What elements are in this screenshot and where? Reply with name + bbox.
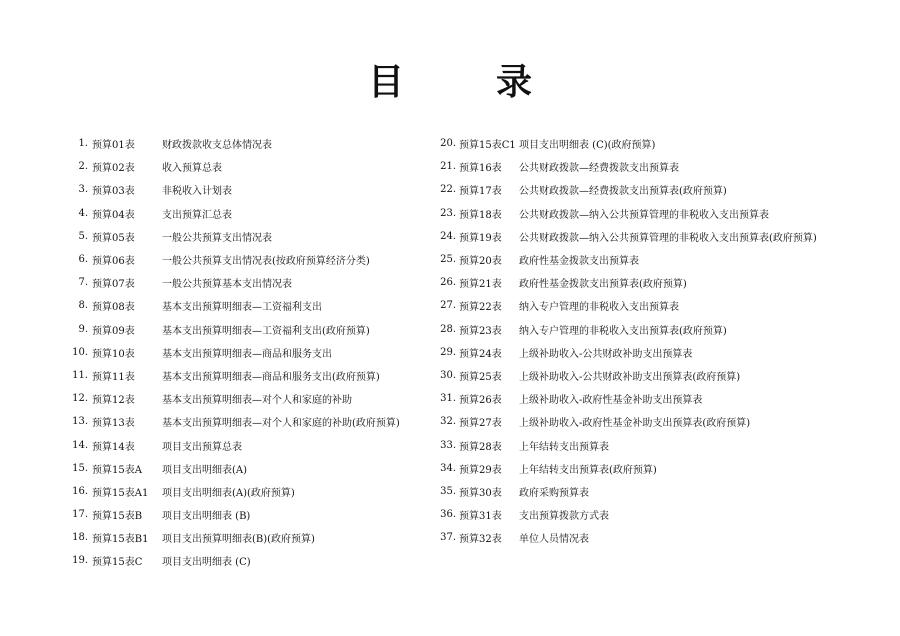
- toc-entry: [422, 480, 817, 503]
- toc-entry: [422, 526, 817, 549]
- toc-entry-number: 24.: [440, 230, 456, 242]
- toc-entry: [62, 503, 400, 526]
- toc-entry-code: 预算15表C: [92, 557, 143, 569]
- toc-entry-description: 上级补助收入-政府性基金补助支出预算表(政府预算): [519, 418, 751, 430]
- toc-entry: [62, 318, 400, 341]
- toc-entry-description: 基本支出预算明细表—工资福利支出(政府预算): [162, 325, 370, 337]
- toc-entry-code: 预算15表C1: [459, 140, 516, 152]
- toc-entry: [422, 271, 817, 294]
- toc-entry: [62, 387, 400, 410]
- toc-entry: [422, 155, 817, 178]
- toc-entry-number: 6.: [78, 254, 88, 266]
- toc-entry-code: 预算12表: [92, 395, 135, 407]
- toc-entry: [422, 503, 817, 526]
- toc-entry-description: 项目支出预算明细表(B)(政府预算): [162, 534, 315, 546]
- toc-entry-description: 纳入专户管理的非税收入支出预算表(政府预算): [519, 325, 727, 337]
- toc-entry: [422, 410, 817, 433]
- toc-entry: [422, 132, 817, 155]
- toc-entry-code: 预算01表: [92, 140, 135, 152]
- toc-entry-description: 公共财政拨款—纳入公共预算管理的非税收入支出预算表(政府预算): [519, 232, 817, 244]
- toc-entry-description: 基本支出预算明细表—商品和服务支出: [162, 348, 332, 360]
- toc-entry: [422, 341, 817, 364]
- toc-entry-code: 预算04表: [92, 209, 135, 221]
- toc-column-right: [422, 132, 817, 549]
- toc-entry-description: 上级补助收入-政府性基金补助支出预算表: [519, 395, 703, 407]
- toc-entry-description: 公共财政拨款—纳入公共预算管理的非税收入支出预算表: [519, 209, 769, 221]
- toc-entry-number: 26.: [440, 277, 456, 289]
- toc-entry-number: 19.: [72, 555, 88, 567]
- toc-entry-number: 27.: [440, 300, 456, 312]
- toc-entry-description: 上级补助收入-公共财政补助支出预算表: [519, 348, 693, 360]
- toc-entry-number: 8.: [78, 300, 88, 312]
- toc-entry-number: 28.: [440, 323, 456, 335]
- toc-entry-code: 预算27表: [459, 418, 502, 430]
- toc-entry-description: 政府性基金拨款支出预算表(政府预算): [519, 279, 687, 291]
- toc-entry: [422, 248, 817, 271]
- toc-entry-number: 20.: [440, 138, 456, 150]
- toc-entry-description: 纳入专户管理的非税收入支出预算表: [519, 302, 679, 314]
- toc-entry: [62, 155, 400, 178]
- toc-entry-number: 21.: [440, 161, 456, 173]
- toc-entry: [62, 225, 400, 248]
- toc-entry-number: 34.: [440, 462, 456, 474]
- toc-entry: [62, 178, 400, 201]
- toc-entry-description: 基本支出预算明细表—工资福利支出: [162, 302, 322, 314]
- toc-entry-number: 1.: [78, 138, 88, 150]
- toc-entry-description: 上年结转支出预算表: [519, 441, 609, 453]
- toc-entry: [62, 410, 400, 433]
- toc-entry-number: 36.: [440, 509, 456, 521]
- toc-entry: [422, 457, 817, 480]
- toc-entry-description: 项目支出明细表 (C)(政府预算): [519, 140, 656, 152]
- toc-entry-code: 预算15表A1: [92, 487, 149, 499]
- toc-entry: [62, 248, 400, 271]
- toc-entry-description: 政府采购预算表: [519, 487, 589, 499]
- toc-entry-description: 非税收入计划表: [162, 186, 232, 198]
- toc-entry-number: 3.: [78, 184, 88, 196]
- toc-entry-description: 单位人员情况表: [519, 534, 589, 546]
- toc-entry-code: 预算26表: [459, 395, 502, 407]
- toc-entry-description: 上年结转支出预算表(政府预算): [519, 464, 657, 476]
- toc-entry-number: 16.: [72, 485, 88, 497]
- toc-entry-description: 公共财政拨款—经费拨款支出预算表(政府预算): [519, 186, 727, 198]
- toc-entry-code: 预算29表: [459, 464, 502, 476]
- toc-entry-code: 预算17表: [459, 186, 502, 198]
- toc-entry-number: 25.: [440, 254, 456, 266]
- toc-entry: [62, 457, 400, 480]
- toc-entry: [62, 549, 400, 572]
- toc-entry-number: 30.: [440, 369, 456, 381]
- toc-entry-code: 预算15表B: [92, 511, 143, 523]
- toc-entry-description: 一般公共预算支出情况表(按政府预算经济分类): [162, 256, 370, 268]
- toc-entry-code: 预算28表: [459, 441, 502, 453]
- toc-entry: [422, 364, 817, 387]
- toc-entry-description: 一般公共预算支出情况表: [162, 232, 272, 244]
- toc-entry-number: 5.: [78, 230, 88, 242]
- toc-entry-code: 预算11表: [92, 371, 135, 383]
- toc-entry-code: 预算10表: [92, 348, 135, 360]
- toc-entry-description: 项目支出明细表 (C): [162, 557, 251, 569]
- toc-entry-number: 10.: [72, 346, 88, 358]
- toc-entry-description: 支出预算汇总表: [162, 209, 232, 221]
- toc-entry-description: 支出预算拨款方式表: [519, 511, 609, 523]
- toc-entry: [422, 294, 817, 317]
- toc-entry-number: 11.: [72, 369, 88, 381]
- toc-entry-number: 15.: [72, 462, 88, 474]
- toc-entry-description: 财政拨款收支总体情况表: [162, 140, 272, 152]
- toc-entry: [62, 271, 400, 294]
- toc-entry-code: 预算24表: [459, 348, 502, 360]
- toc-entry-number: 31.: [440, 393, 456, 405]
- toc-entry-number: 22.: [440, 184, 456, 196]
- toc-entry: [62, 132, 400, 155]
- toc-entry-description: 公共财政拨款—经费拨款支出预算表: [519, 163, 679, 175]
- toc-entry-code: 预算07表: [92, 279, 135, 291]
- toc-entry: [62, 364, 400, 387]
- toc-entry: [62, 294, 400, 317]
- toc-entry-code: 预算32表: [459, 534, 502, 546]
- toc-entry-number: 13.: [72, 416, 88, 428]
- toc-entry-code: 预算16表: [459, 163, 502, 175]
- toc-entry-code: 预算13表: [92, 418, 135, 430]
- toc-entry: [422, 178, 817, 201]
- toc-entry-code: 预算22表: [459, 302, 502, 314]
- toc-entry-code: 预算05表: [92, 232, 135, 244]
- toc-entry-code: 预算02表: [92, 163, 135, 175]
- toc-entry-code: 预算09表: [92, 325, 135, 337]
- toc-entry-number: 17.: [72, 509, 88, 521]
- toc-entry-code: 预算30表: [459, 487, 502, 499]
- toc-entry-description: 基本支出预算明细表—对个人和家庭的补助: [162, 395, 352, 407]
- toc-entry: [62, 433, 400, 456]
- toc-entry-code: 预算18表: [459, 209, 502, 221]
- toc-entry-number: 14.: [72, 439, 88, 451]
- toc-entry-code: 预算08表: [92, 302, 135, 314]
- toc-entry-code: 预算15表A: [92, 464, 142, 476]
- toc-entry: [422, 202, 817, 225]
- toc-entry-description: 一般公共预算基本支出情况表: [162, 279, 292, 291]
- toc-entry-description: 上级补助收入-公共财政补助支出预算表(政府预算): [519, 371, 741, 383]
- toc-entry-description: 项目支出预算总表: [162, 441, 242, 453]
- toc-entry: [62, 341, 400, 364]
- toc-entry-number: 23.: [440, 207, 456, 219]
- toc-entry: [422, 433, 817, 456]
- toc-entry: [62, 526, 400, 549]
- toc-entry-code: 预算25表: [459, 371, 502, 383]
- toc-entry: [422, 387, 817, 410]
- toc-entry-description: 项目支出明细表(A)(政府预算): [162, 487, 295, 499]
- toc-entry: [422, 318, 817, 341]
- toc-entry-number: 37.: [440, 532, 456, 544]
- toc-entry-description: 收入预算总表: [162, 163, 222, 175]
- toc-entry-code: 预算03表: [92, 186, 135, 198]
- toc-entry-description: 政府性基金拨款支出预算表: [519, 256, 639, 268]
- toc-entry-number: 32.: [440, 416, 456, 428]
- toc-column-left: [62, 132, 400, 573]
- toc-entry-description: 基本支出预算明细表—对个人和家庭的补助(政府预算): [162, 418, 400, 430]
- toc-entry-description: 项目支出明细表 (B): [162, 511, 251, 523]
- toc-entry-number: 2.: [78, 161, 88, 173]
- toc-entry-number: 4.: [78, 207, 88, 219]
- page-title: 目 录: [367, 62, 560, 103]
- toc-entry-code: 预算23表: [459, 325, 502, 337]
- toc-entry-code: 预算31表: [459, 511, 502, 523]
- toc-entry: [62, 202, 400, 225]
- toc-entry-code: 预算19表: [459, 232, 502, 244]
- toc-entry-description: 基本支出预算明细表—商品和服务支出(政府预算): [162, 371, 380, 383]
- toc-entry: [422, 225, 817, 248]
- toc-entry-number: 33.: [440, 439, 456, 451]
- toc-entry-number: 18.: [72, 532, 88, 544]
- toc-entry-number: 29.: [440, 346, 456, 358]
- toc-entry-code: 预算15表B1: [92, 534, 149, 546]
- toc-entry: [62, 480, 400, 503]
- toc-entry-code: 预算06表: [92, 256, 135, 268]
- toc-entry-number: 35.: [440, 485, 456, 497]
- toc-entry-number: 12.: [72, 393, 88, 405]
- toc-entry-description: 项目支出明细表(A): [162, 464, 248, 476]
- toc-entry-number: 9.: [78, 323, 88, 335]
- toc-entry-number: 7.: [78, 277, 88, 289]
- toc-entry-code: 预算20表: [459, 256, 502, 268]
- toc-entry-code: 预算14表: [92, 441, 135, 453]
- toc-entry-code: 预算21表: [459, 279, 502, 291]
